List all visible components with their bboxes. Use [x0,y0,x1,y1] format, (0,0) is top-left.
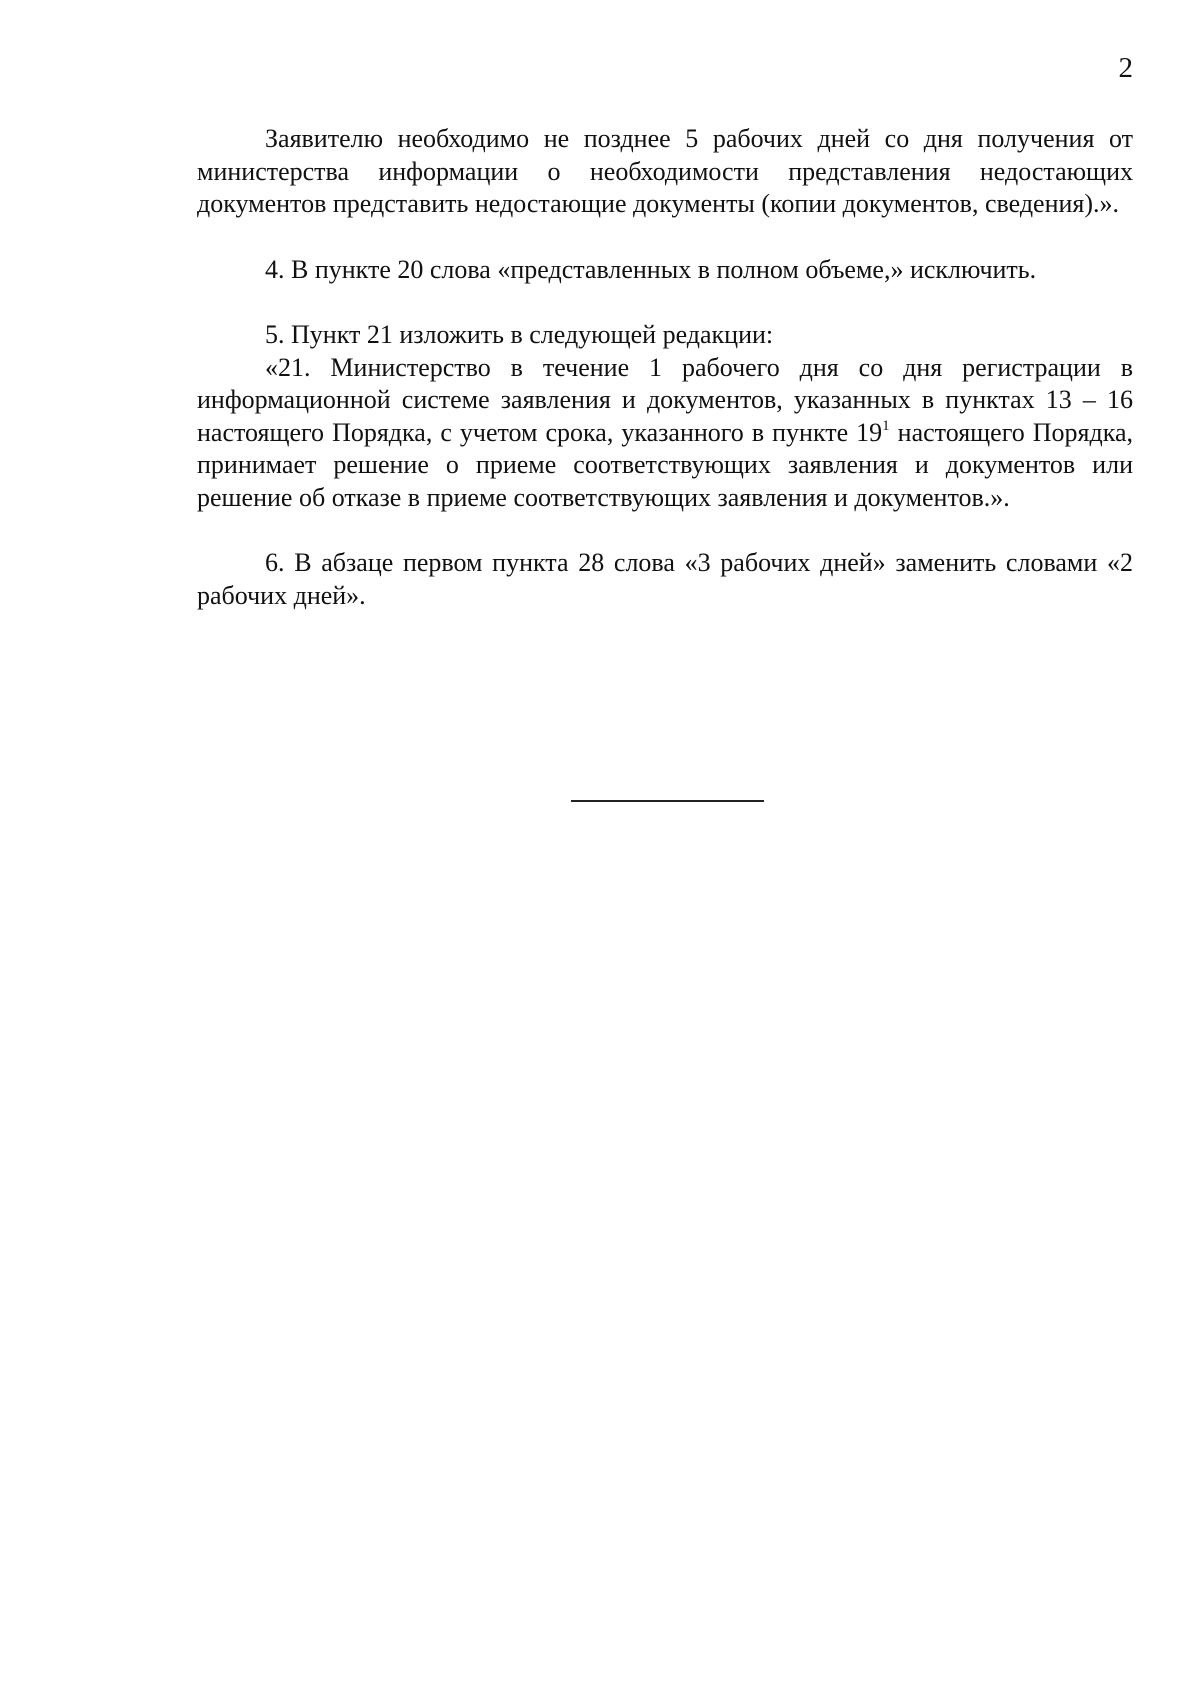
page-number: 2 [1118,52,1133,84]
paragraph-applicant-deadline: Заявителю необходимо не позднее 5 рабочих дней со дня получения от министерства информации о необходимости представления недостающих документов представить недостающие документы (копии документов, сведения).». [197,124,1133,218]
paragraph-item-6: 6. В абзаце первом пункта 28 слова «3 рабочих дней» заменить словами «2 рабочих дней». [197,548,1133,610]
item-21-text-end: настоящего Порядка, принимает решение о приеме соответствующих заявления и документов или решение об отказе в приеме соответствующих заявления и документов.». [197,417,1133,512]
paragraph-item-5: 5. Пункт 21 изложить в следующей редакции: [265,320,774,349]
paragraph-item-4: 4. В пункте 20 слова «представленных в полном объеме,» исключить. [265,254,1037,284]
paragraph-item-21-text [197,352,1133,515]
superscript-index: 1 [882,417,890,434]
end-of-document-rule [571,800,764,802]
item-21-text-start: «21. Министерство в течение 1 рабочего дня со дня регистрации в информационной системе заявления и документов, указанных в пунктах 13 – 16 настоящего Порядка, с учетом срока, указанного в пункте 19 [197,352,1133,447]
document-body [197,123,1133,612]
